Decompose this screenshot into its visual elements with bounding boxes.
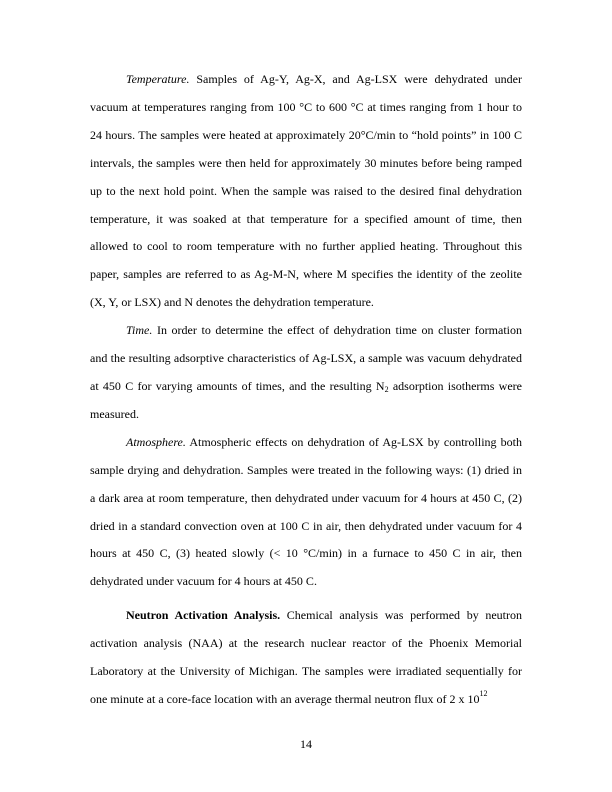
paragraph-heading-temperature: Temperature. (126, 72, 190, 86)
paragraph-text-temperature: Samples of Ag-Y, Ag-X, and Ag-LSX were dehydrated under vacuum at temperatures ranging from 100 °C to 600 °C at times ranging from 1 hour to 24 hours. The samples were heated at approximately 20°C/min to “hold points” in 100 C intervals, the samples were then held for approximately 30 minutes before being ramped up to the next hold point. When the sample was raised to the desired final dehydration temperature, it was soaked at that temperature for a specified amount of time, then allowed to cool to room temperature with no further applied heating. Throughout this paper, samples are referred to as Ag-M-N, where M specifies the identity of the zeolite (X, Y, or LSX) and N denotes the dehydration temperature. (90, 72, 522, 310)
paragraph-heading-atmosphere: Atmosphere. (126, 434, 186, 449)
superscript-12: 12 (479, 688, 488, 698)
paragraph-text-atmosphere: Atmospheric effects on dehydration of Ag-LSX by controlling both sample drying and dehydration. Samples were treated in the following ways: (1) dried in a dark area at room temperature, then dehydrated under vacuum for 4 hours at 450 C, (2) dried in a standard convection oven at 100 C in air, then dehydrated under vacuum for 4 hours at 450 C, (3) heated slowly (< 10 °C/min) in a furnace to 450 C in air, then dehydrated under vacuum for 4 hours at 450 C. (90, 434, 522, 589)
paragraph-text-time-end: adsorption isotherms were measured. (90, 378, 523, 421)
paragraph-heading-time: Time. (126, 323, 153, 338)
paragraph-text-time: In order to determine the effect of dehydration time on cluster formation and the resulting adsorptive characteristics of Ag-LSX, a sample was vacuum dehydrated at 450 C for varying amounts of times, and the resulting N (90, 323, 522, 393)
page-number: 14 (300, 737, 312, 751)
paragraph-time (90, 317, 522, 429)
paragraph-text-neutron-activation: Chemical analysis was performed by neutron activation analysis (NAA) at the research nuclear reactor of the Phoenix Memorial Laboratory at the University of Michigan. The samples were irradiated sequentially for one minute at a core-face location with an average thermal neutron flux of 2 x 10 (90, 608, 523, 706)
section-heading-neutron-activation: Neutron Activation Analysis. (126, 608, 281, 623)
body-text (90, 66, 522, 714)
subscript-2: 2 (384, 384, 389, 394)
paragraph-neutron-activation (90, 602, 522, 714)
paragraph-temperature (90, 66, 522, 317)
paragraph-atmosphere (90, 429, 522, 596)
